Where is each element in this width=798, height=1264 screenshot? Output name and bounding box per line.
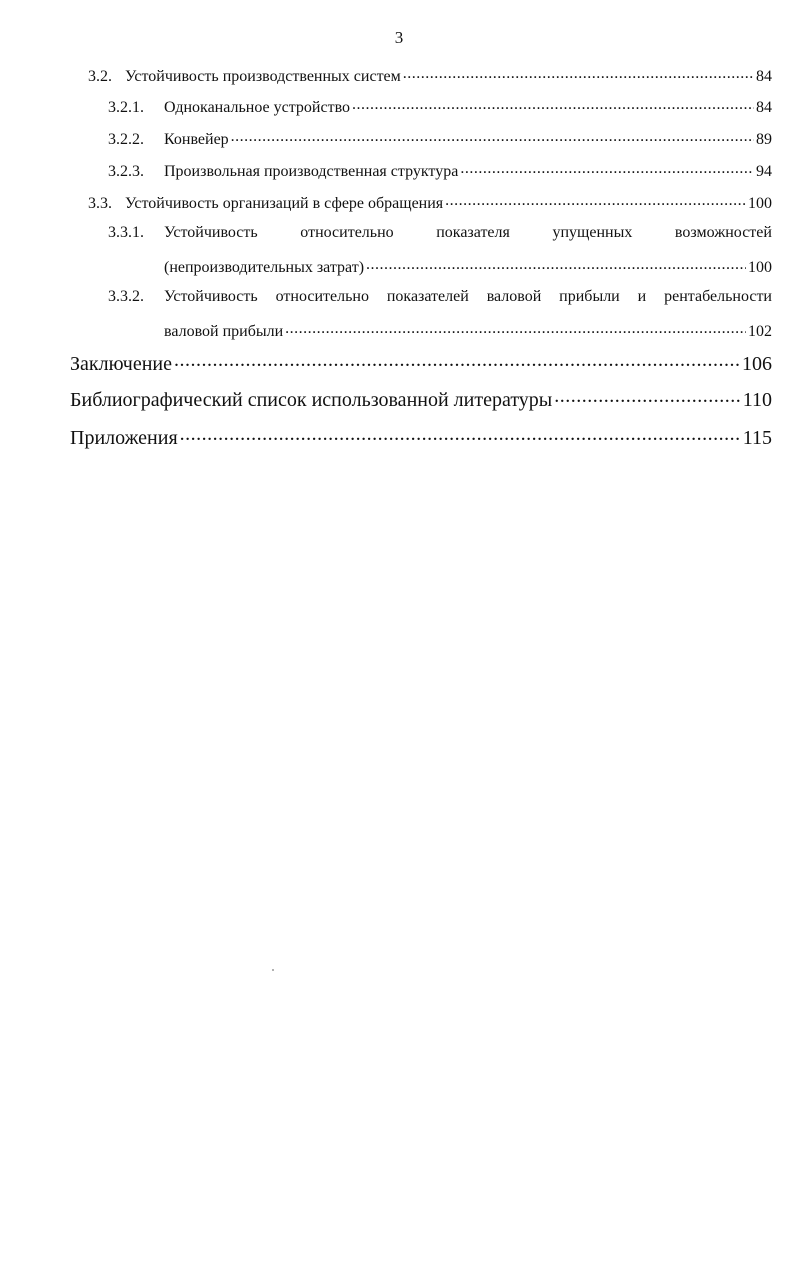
- toc-title: Приложения: [70, 427, 178, 449]
- toc-title: Устойчивость относительно показателей валовой прибыли и рентабельности: [164, 288, 772, 305]
- toc-entry-bibliography[interactable]: [70, 386, 772, 412]
- toc-continuation: [164, 320, 772, 341]
- toc-leader: [285, 320, 746, 336]
- toc-entry-3-2-1[interactable]: [108, 96, 772, 117]
- toc-word: Устойчивость: [164, 224, 258, 241]
- toc-word: возможностей: [674, 224, 772, 241]
- toc-continuation: [164, 256, 772, 277]
- toc-leader: [231, 128, 754, 144]
- toc-leader: [554, 386, 740, 406]
- scan-speck: [272, 969, 274, 971]
- toc-page: 115: [742, 427, 772, 449]
- toc-page: 94: [756, 163, 772, 180]
- toc-leader: [180, 424, 741, 444]
- toc-number: 3.2.: [88, 68, 112, 85]
- toc-entry-3-3[interactable]: [88, 192, 772, 213]
- toc-leader: [366, 256, 746, 272]
- toc-entry-3-2-3[interactable]: [108, 160, 772, 181]
- toc-title: Библиографический список использованной литературы: [70, 389, 553, 411]
- toc-page: 84: [756, 68, 772, 85]
- toc-word: относительно: [300, 224, 394, 241]
- toc-page: 84: [756, 99, 772, 116]
- toc-entry-conclusion[interactable]: [70, 350, 772, 376]
- toc-title: валовой прибыли: [164, 323, 284, 340]
- toc-title: Произвольная производственная структура: [164, 163, 459, 180]
- toc-title-justified: [164, 224, 772, 242]
- toc-word: упущенных: [552, 224, 633, 241]
- toc-number: 3.2.3.: [108, 163, 144, 180]
- toc-entry-3-2-2[interactable]: [108, 128, 772, 149]
- toc-title: (непроизводительных затрат): [164, 259, 365, 276]
- toc-number: 3.3.: [88, 195, 112, 212]
- toc-number: 3.3.2.: [108, 288, 144, 305]
- toc-entry-appendices[interactable]: [70, 424, 772, 450]
- toc-page: 106: [742, 353, 772, 375]
- toc-leader: [403, 65, 754, 81]
- toc-title: Одноканальное устройство: [164, 99, 351, 116]
- toc-page: 102: [748, 323, 772, 340]
- toc-page: 100: [748, 195, 772, 212]
- toc-leader: [445, 192, 746, 208]
- toc-title: Устойчивость организаций в сфере обращения: [125, 195, 444, 212]
- toc-page: 89: [756, 131, 772, 148]
- toc-title: Устойчивость производственных систем: [125, 68, 401, 85]
- toc-entry-3-2[interactable]: [88, 65, 772, 86]
- toc-word: показателя: [436, 224, 510, 241]
- toc-number: 3.2.1.: [108, 99, 144, 116]
- toc-number: 3.2.2.: [108, 131, 144, 148]
- toc-number: 3.3.1.: [108, 224, 144, 241]
- toc-leader: [460, 160, 754, 176]
- toc-page: 110: [742, 389, 772, 411]
- toc-title: Конвейер: [164, 131, 229, 148]
- toc-page: 100: [748, 259, 772, 276]
- toc-leader: [174, 350, 740, 370]
- page-number: 3: [394, 28, 404, 47]
- toc-title: Заключение: [70, 353, 172, 375]
- toc-leader: [352, 96, 754, 112]
